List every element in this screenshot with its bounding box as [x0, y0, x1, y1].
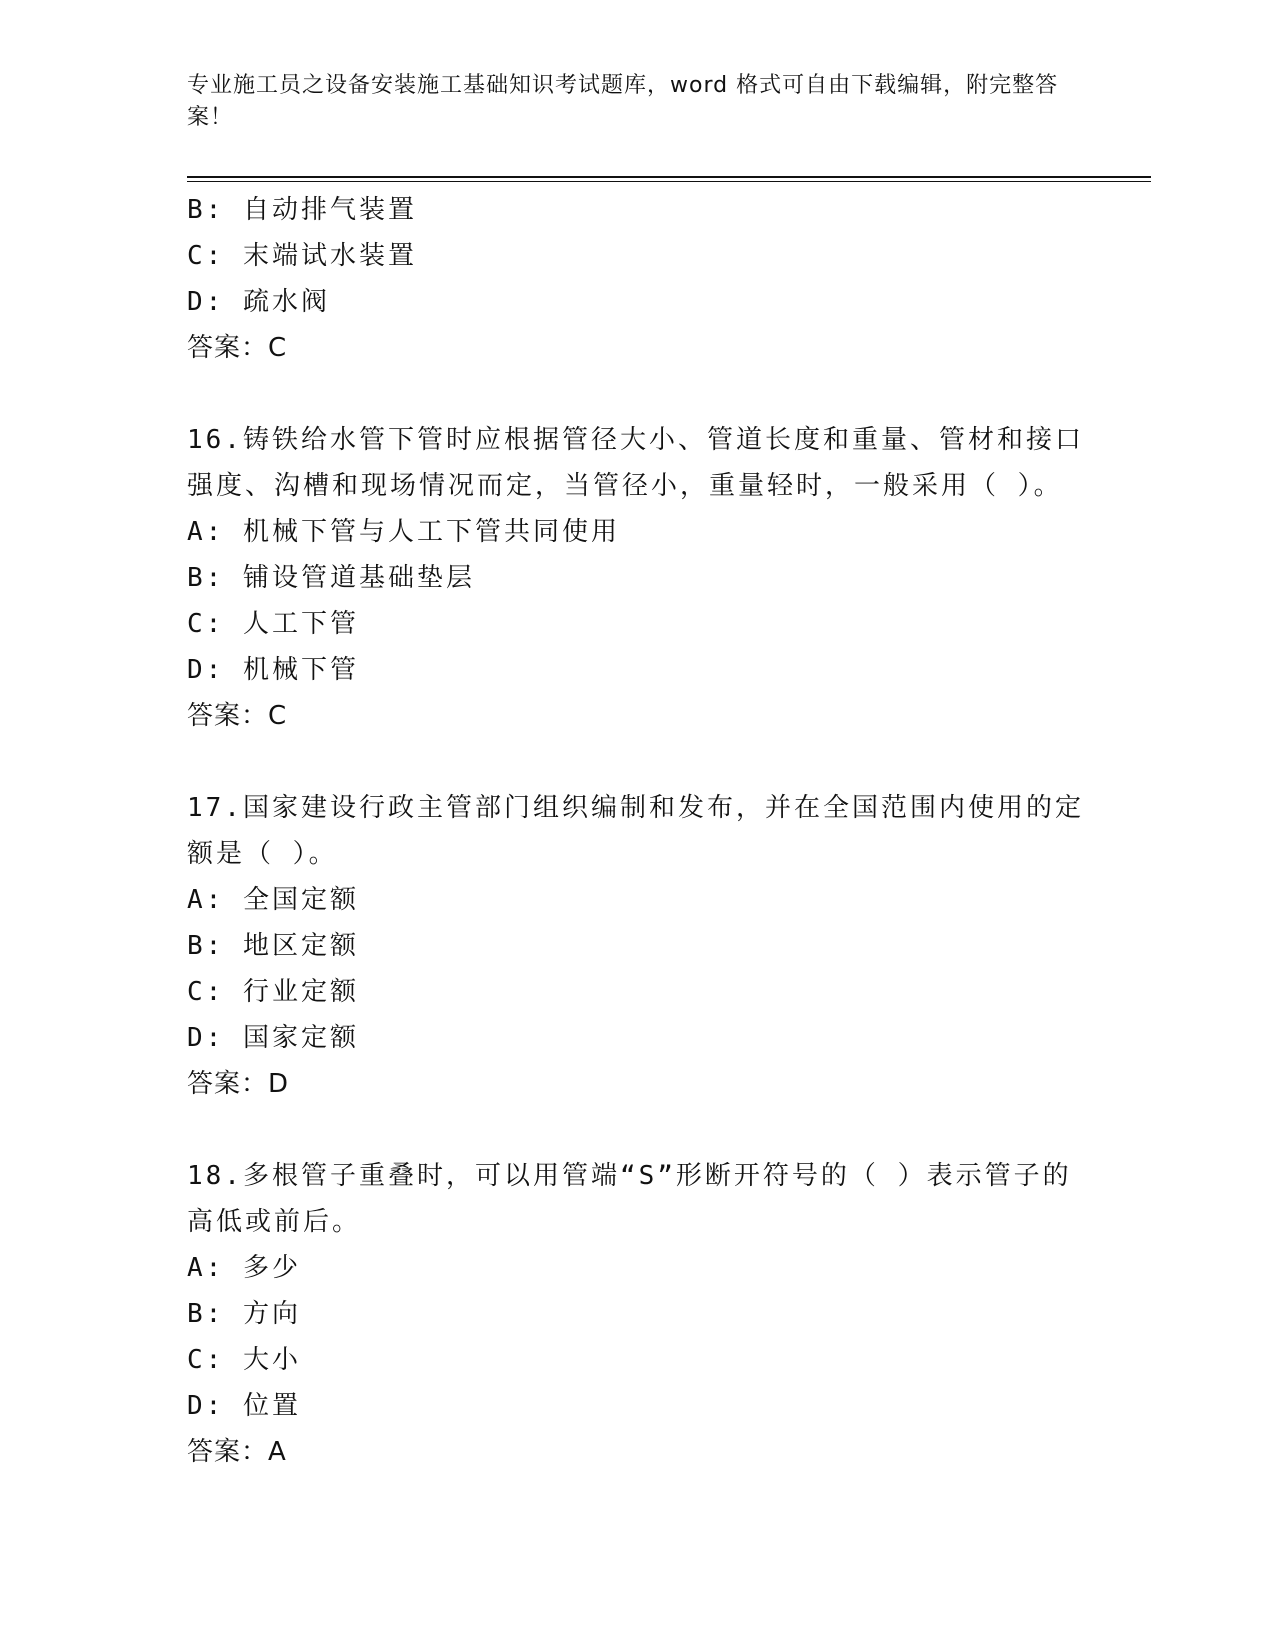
option-d: D: 机械下管 [187, 655, 359, 685]
option-b: B: 自动排气装置 [187, 195, 417, 225]
document-header: 专业施工员之设备安装施工基础知识考试题库，word 格式可自由下载编辑，附完整答案！ [187, 73, 1059, 130]
option-a: A: 机械下管与人工下管共同使用 [187, 517, 620, 547]
option-c: C: 行业定额 [187, 977, 359, 1007]
option-c: C: 末端试水装置 [187, 241, 417, 271]
option-a: A: 多少 [187, 1253, 301, 1283]
option-c: C: 大小 [187, 1345, 301, 1375]
question-content [187, 187, 1087, 1475]
option-b: B: 地区定额 [187, 931, 359, 961]
header-divider-thin [187, 181, 1151, 182]
question-text-line: 17.国家建设行政主管部门组织编制和发布，并在全国范围内使用的定 [187, 793, 1084, 823]
answer-line: 答案：C [187, 333, 288, 363]
question-17 [187, 785, 1087, 1107]
question-text-line: 18.多根管子重叠时，可以用管端“S”形断开符号的（ ）表示管子的 [187, 1161, 1072, 1191]
question-text-line: 高低或前后。 [187, 1207, 362, 1237]
option-d: D: 位置 [187, 1391, 301, 1421]
question-text-line: 16.铸铁给水管下管时应根据管径大小、管道长度和重量、管材和接口 [187, 425, 1084, 455]
option-b: B: 方向 [187, 1299, 301, 1329]
answer-line: 答案：C [187, 701, 288, 731]
question-text-line: 强度、沟槽和现场情况而定，当管径小，重量轻时，一般采用（ ）。 [187, 471, 1063, 501]
question-text-line: 额是（ ）。 [187, 839, 338, 869]
header-divider-thick [187, 176, 1151, 178]
option-b: B: 铺设管道基础垫层 [187, 563, 475, 593]
option-d: D: 疏水阀 [187, 287, 330, 317]
previous-question-tail [187, 187, 1087, 371]
answer-line: 答案：D [187, 1069, 290, 1099]
answer-line: 答案：A [187, 1437, 287, 1467]
option-d: D: 国家定额 [187, 1023, 359, 1053]
question-18 [187, 1153, 1087, 1475]
option-c: C: 人工下管 [187, 609, 359, 639]
option-a: A: 全国定额 [187, 885, 359, 915]
question-16 [187, 417, 1087, 739]
